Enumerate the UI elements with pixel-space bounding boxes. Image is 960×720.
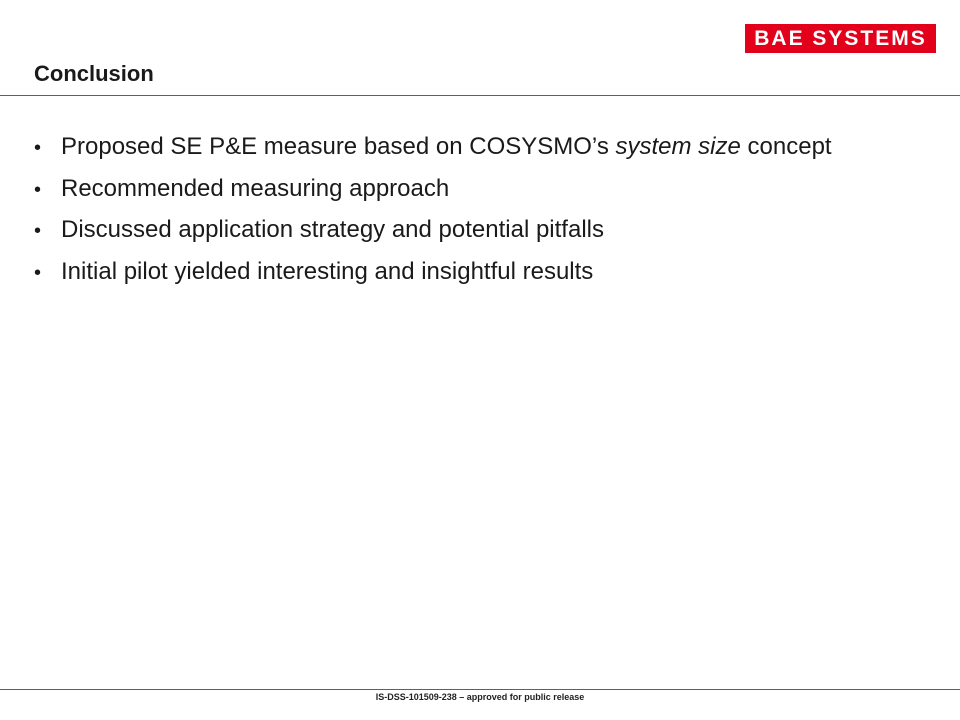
bullet-item: [34, 252, 934, 294]
bullet-dot: •: [34, 220, 42, 242]
bullet-text: Initial pilot yielded interesting and insightful results: [61, 257, 594, 285]
bullet-list: [34, 127, 934, 293]
bullet-dot: •: [34, 178, 42, 201]
bae-systems-logo: BAE SYSTEMS: [745, 24, 936, 53]
bullet-dot: •: [34, 137, 42, 159]
bullet-text: Discussed application strategy and potential pitfalls: [61, 216, 604, 243]
footer-note: IS-DSS-101509-238 – approved for public release: [375, 692, 585, 702]
bullet-item: [34, 169, 934, 211]
slide-title: Conclusion: [34, 61, 154, 86]
bullet-item: [34, 210, 934, 252]
bullet-text: Recommended measuring approach: [61, 174, 450, 202]
bullet-dot: •: [34, 261, 42, 284]
bullet-item: [34, 127, 934, 169]
bullet-text: Proposed SE P&E measure based on COSYSMO’s system size concept: [61, 133, 832, 160]
title-divider: [0, 95, 960, 96]
footer-divider: [0, 689, 960, 690]
